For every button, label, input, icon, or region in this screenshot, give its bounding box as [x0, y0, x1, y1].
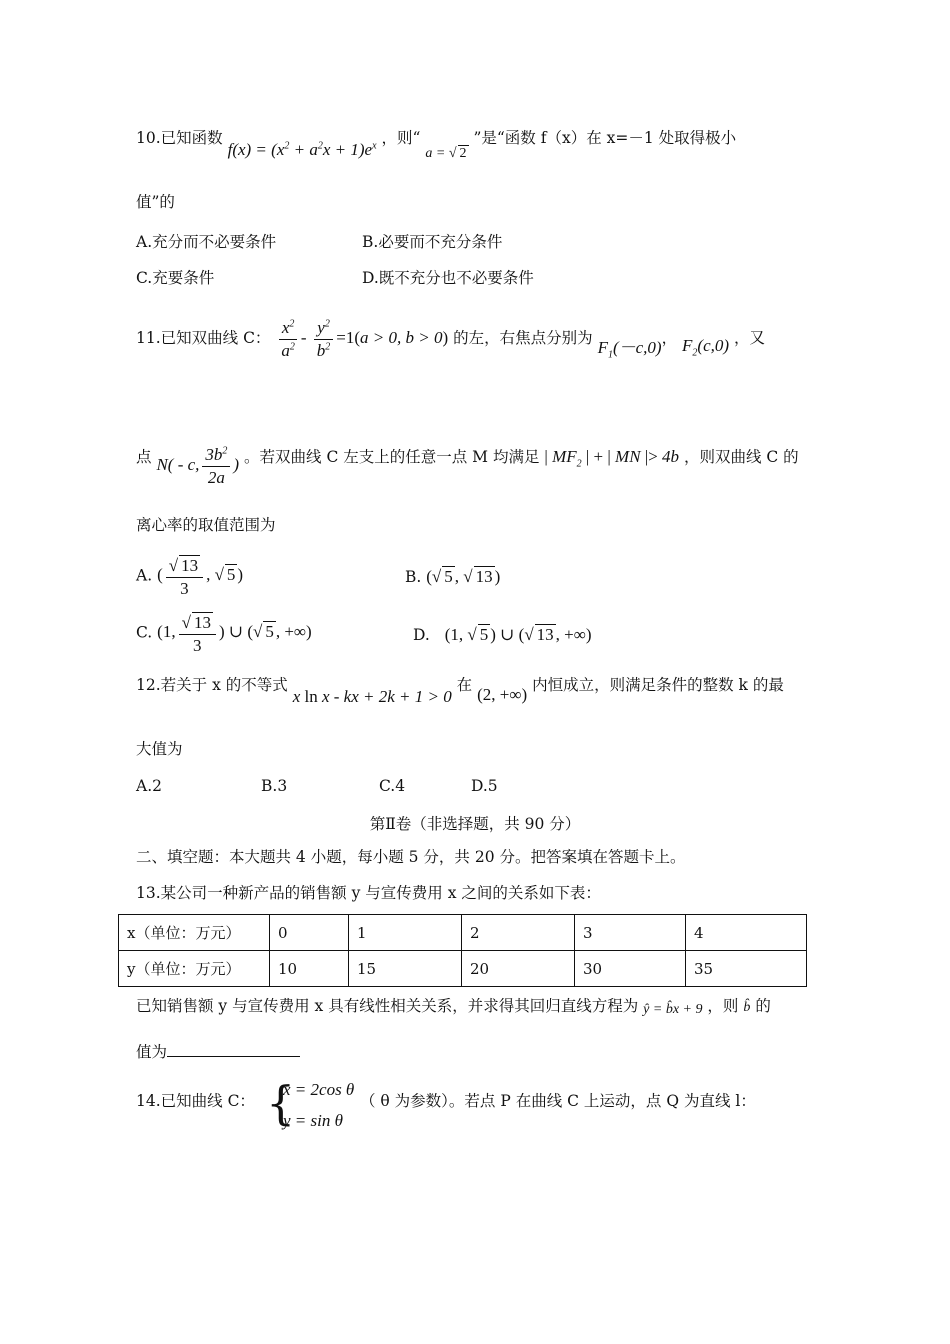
q14-line1 — [136, 1092, 255, 1111]
q13-bhat: b̂ — [743, 1000, 751, 1015]
q10-function: $f(x) = (x^2 + a^2x + 1)e^x$ — [227, 140, 377, 159]
table-cell: 4 — [686, 915, 807, 951]
q11-option-c-label: C. — [136, 623, 153, 642]
q10-mid1: ，则“ — [381, 129, 421, 147]
table-cell: 30 — [575, 951, 686, 987]
table-row — [119, 951, 807, 987]
q11-option-d-label: D. — [413, 626, 430, 644]
q11-option-b-label: B. — [405, 568, 422, 586]
table-row — [119, 915, 807, 951]
q11-line2 — [136, 437, 799, 487]
q10-mid2: ”是“函数 f（x）在 x=－1 处取得极小 — [473, 129, 737, 147]
q11-option-d — [413, 624, 592, 645]
section2-instructions: 二、填空题：本大题共 4 小题，每小题 5 分，共 20 分。把答案填在答题卡上。 — [136, 848, 686, 866]
q12-lead: 12.若关于 x 的不等式 — [136, 676, 288, 694]
q11-mid2: 。若双曲线 C 左支上的任意一点 M 均满足 — [244, 447, 540, 466]
table-cell: 3 — [575, 915, 686, 951]
q11-option-a-math: ( $\frac{√ 13}{3}$ , √ 5 ) — [157, 556, 244, 598]
q11-lead: 11.已知双曲线 C： — [136, 328, 271, 347]
q11-f2: $F_2(c,0)$ — [682, 335, 730, 359]
q13-after-line — [136, 997, 771, 1017]
left-brace-icon: { — [266, 1076, 296, 1130]
q12-option-b: B.3 — [261, 777, 288, 795]
q13-cont: 值为 — [136, 1043, 168, 1061]
table-cell: 1 — [349, 915, 462, 951]
q10-cont: 值”的 — [136, 193, 175, 211]
table-cell: 2 — [462, 915, 575, 951]
table-cell: 15 — [349, 951, 462, 987]
q12-cont: 大值为 — [136, 740, 183, 758]
q12-zai: 在 — [456, 676, 473, 694]
q11-inequality: | $MF_2$ | + | MN |> 4b — [544, 446, 680, 470]
q10-option-c: C.充要条件 — [136, 269, 215, 287]
q10-line1 — [136, 128, 737, 161]
table-cell: 0 — [270, 915, 349, 951]
q14-eq2: y = sin θ — [283, 1111, 343, 1130]
q12-interval: (2, +∞) — [477, 685, 528, 704]
q11-hyperbola-eq: $\frac{x^2}{a^2}$ - $\frac{y^2}{b^2}$ =1(a > 0, b > 0) — [275, 328, 448, 347]
q10-condition: a = √ 2 — [425, 146, 467, 161]
q11-comma: ， — [661, 328, 678, 347]
q11-option-b-math: (√ 5 , √ 13 ) — [426, 567, 501, 586]
table-cell: 10 — [270, 951, 349, 987]
q13-after: 已知销售额 y 与宣传费用 x 具有线性相关关系，并求得其回归直线方程为 — [136, 997, 639, 1015]
q12-option-a: A.2 — [136, 777, 162, 795]
q14-lead: 14.已知曲线 C： — [136, 1092, 255, 1110]
q10-option-b: B.必要而不充分条件 — [362, 233, 503, 251]
q11-cont: 离心率的取值范围为 — [136, 516, 276, 534]
q13-tail: ，则 — [707, 997, 739, 1015]
q13-table — [118, 914, 807, 987]
section2-title: 第Ⅱ卷（非选择题，共 90 分） — [369, 815, 581, 833]
table-cell: 20 — [462, 951, 575, 987]
q11-line1 — [136, 318, 765, 360]
table-cell: x（单位：万元） — [119, 915, 270, 951]
q11-option-c-math: (1, $\frac{√ 13}{3}$ ) ∪ (√ 5 , +∞) — [157, 613, 312, 655]
q13-de: 的 — [755, 997, 771, 1015]
q13-cont-line — [136, 1040, 300, 1062]
q11-dian: 点 — [136, 447, 152, 466]
q10-option-a: A.充分而不必要条件 — [136, 233, 277, 251]
q14-tail: （ θ 为参数）。若点 P 在曲线 C 上运动，点 Q 为直线 l： — [360, 1092, 756, 1110]
q11-option-d-math: (1, √ 5 ) ∪ (√ 13 , +∞) — [444, 625, 592, 644]
q13-regression-eq: ŷ = b̂x + 9 — [643, 1002, 703, 1017]
q11-option-c — [136, 612, 312, 655]
q10-lead: 10.已知函数 — [136, 129, 223, 147]
q11-f1: $F_1(-c,0)$ — [597, 337, 662, 361]
q10-option-d: D.既不充分也不必要条件 — [362, 269, 534, 287]
q11-n-point: N( - c, $\frac{3b^2}{2a}$ ) — [156, 445, 240, 487]
q11-end1: ，又 — [733, 328, 765, 347]
table-cell: y（单位：万元） — [119, 951, 270, 987]
table-cell: 35 — [686, 951, 807, 987]
q13-lead: 13.某公司一种新产品的销售额 y 与宣传费用 x 之间的关系如下表： — [136, 884, 601, 902]
q11-option-a-label: A. — [136, 566, 153, 585]
q12-inequality: x ln x - kx + 2k + 1 > 0 — [292, 687, 452, 706]
q11-end2: ，则双曲线 C 的 — [683, 447, 799, 466]
q11-option-b — [405, 566, 500, 587]
q12-option-c: C.4 — [379, 777, 406, 795]
q12-line1 — [136, 675, 784, 706]
answer-blank — [167, 1040, 300, 1057]
q11-option-a — [136, 555, 243, 598]
q14-eq1: x = 2cos θ — [283, 1080, 355, 1099]
q11-mid1: 的左，右焦点分别为 — [453, 328, 593, 347]
q12-option-d: D.5 — [471, 777, 498, 795]
q12-tail: 内恒成立，则满足条件的整数 k 的最 — [532, 676, 784, 694]
